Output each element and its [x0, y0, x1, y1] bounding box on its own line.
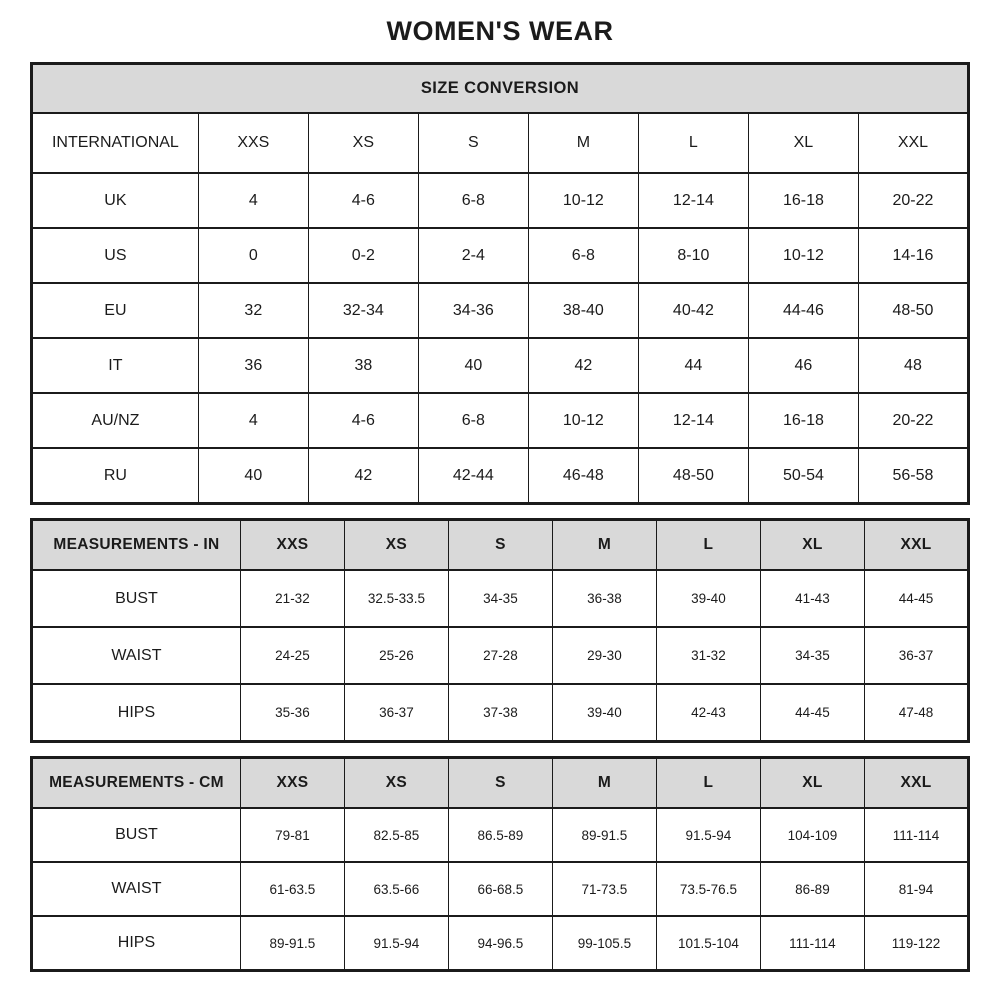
- size-value-cell: 40: [418, 338, 528, 393]
- measurement-value-cell: 39-40: [552, 684, 656, 742]
- measurement-value-cell: 119-122: [864, 916, 968, 971]
- column-header-size: L: [638, 113, 748, 173]
- measurement-value-cell: 34-35: [760, 627, 864, 684]
- measurement-value-cell: 21-32: [240, 570, 344, 627]
- size-value-cell: 12-14: [638, 173, 748, 228]
- size-value-cell: 38: [308, 338, 418, 393]
- size-value-cell: 38-40: [528, 283, 638, 338]
- measurement-value-cell: 39-40: [656, 570, 760, 627]
- size-value-cell: 44: [638, 338, 748, 393]
- measurement-value-cell: 111-114: [864, 808, 968, 862]
- size-value-cell: 10-12: [528, 173, 638, 228]
- column-header-size: XL: [760, 758, 864, 809]
- size-value-cell: 6-8: [528, 228, 638, 283]
- size-value-cell: 2-4: [418, 228, 528, 283]
- column-header-size: XS: [308, 113, 418, 173]
- size-value-cell: 0-2: [308, 228, 418, 283]
- size-value-cell: 4-6: [308, 173, 418, 228]
- size-value-cell: 20-22: [858, 393, 968, 448]
- measurement-value-cell: 34-35: [448, 570, 552, 627]
- size-value-cell: 36: [198, 338, 308, 393]
- measurement-value-cell: 32.5-33.5: [344, 570, 448, 627]
- measurement-value-cell: 91.5-94: [656, 808, 760, 862]
- size-value-cell: 42-44: [418, 448, 528, 504]
- measurement-value-cell: 99-105.5: [552, 916, 656, 971]
- measurement-value-cell: 36-38: [552, 570, 656, 627]
- measurement-value-cell: 61-63.5: [240, 862, 344, 916]
- column-header-size: XXS: [198, 113, 308, 173]
- measurement-value-cell: 111-114: [760, 916, 864, 971]
- size-value-cell: 40-42: [638, 283, 748, 338]
- size-value-cell: 42: [308, 448, 418, 504]
- size-value-cell: 6-8: [418, 393, 528, 448]
- column-header-size: XS: [344, 758, 448, 809]
- measurement-value-cell: 42-43: [656, 684, 760, 742]
- measurement-value-cell: 86-89: [760, 862, 864, 916]
- size-value-cell: 4: [198, 393, 308, 448]
- measurement-value-cell: 66-68.5: [448, 862, 552, 916]
- size-value-cell: 48-50: [858, 283, 968, 338]
- size-value-cell: 0: [198, 228, 308, 283]
- measurement-value-cell: 73.5-76.5: [656, 862, 760, 916]
- measurement-value-cell: 101.5-104: [656, 916, 760, 971]
- measurement-value-cell: 29-30: [552, 627, 656, 684]
- column-header-size: XXL: [864, 520, 968, 571]
- size-value-cell: 16-18: [748, 173, 858, 228]
- size-value-cell: 50-54: [748, 448, 858, 504]
- row-label: EU: [32, 283, 199, 338]
- column-header-size: S: [448, 520, 552, 571]
- size-value-cell: 48: [858, 338, 968, 393]
- measurement-value-cell: 25-26: [344, 627, 448, 684]
- column-header-size: S: [418, 113, 528, 173]
- column-header-size: L: [656, 758, 760, 809]
- size-value-cell: 32: [198, 283, 308, 338]
- measurement-value-cell: 24-25: [240, 627, 344, 684]
- measurements-header: MEASUREMENTS - IN: [32, 520, 241, 571]
- size-value-cell: 40: [198, 448, 308, 504]
- column-header-size: S: [448, 758, 552, 809]
- size-value-cell: 4: [198, 173, 308, 228]
- row-label: US: [32, 228, 199, 283]
- column-header-size: XS: [344, 520, 448, 571]
- measurement-value-cell: 36-37: [864, 627, 968, 684]
- row-label: UK: [32, 173, 199, 228]
- row-label: WAIST: [32, 627, 241, 684]
- size-value-cell: 56-58: [858, 448, 968, 504]
- column-header-size: XXS: [240, 758, 344, 809]
- row-label: AU/NZ: [32, 393, 199, 448]
- column-header-size: L: [656, 520, 760, 571]
- size-conversion-header: SIZE CONVERSION: [32, 64, 969, 114]
- page-title: WOMEN'S WEAR: [386, 16, 614, 46]
- size-value-cell: 6-8: [418, 173, 528, 228]
- measurement-value-cell: 89-91.5: [240, 916, 344, 971]
- measurement-value-cell: 37-38: [448, 684, 552, 742]
- size-value-cell: 10-12: [528, 393, 638, 448]
- size-value-cell: 34-36: [418, 283, 528, 338]
- column-header-size: XXL: [858, 113, 968, 173]
- measurements-in-table: [30, 518, 970, 743]
- row-label: HIPS: [32, 684, 241, 742]
- measurement-value-cell: 94-96.5: [448, 916, 552, 971]
- measurement-value-cell: 35-36: [240, 684, 344, 742]
- measurement-value-cell: 104-109: [760, 808, 864, 862]
- column-header-size: XXS: [240, 520, 344, 571]
- size-value-cell: 42: [528, 338, 638, 393]
- row-label: HIPS: [32, 916, 241, 971]
- size-value-cell: 46: [748, 338, 858, 393]
- measurement-value-cell: 47-48: [864, 684, 968, 742]
- size-conversion-table: [30, 62, 970, 505]
- column-header-size: M: [552, 758, 656, 809]
- measurement-value-cell: 31-32: [656, 627, 760, 684]
- measurement-value-cell: 86.5-89: [448, 808, 552, 862]
- measurement-value-cell: 89-91.5: [552, 808, 656, 862]
- size-value-cell: 12-14: [638, 393, 748, 448]
- measurement-value-cell: 41-43: [760, 570, 864, 627]
- size-value-cell: 14-16: [858, 228, 968, 283]
- measurement-value-cell: 71-73.5: [552, 862, 656, 916]
- column-header-size: M: [528, 113, 638, 173]
- measurement-value-cell: 91.5-94: [344, 916, 448, 971]
- row-label: IT: [32, 338, 199, 393]
- size-value-cell: 16-18: [748, 393, 858, 448]
- row-label: BUST: [32, 570, 241, 627]
- measurement-value-cell: 63.5-66: [344, 862, 448, 916]
- size-value-cell: 10-12: [748, 228, 858, 283]
- measurement-value-cell: 81-94: [864, 862, 968, 916]
- size-value-cell: 4-6: [308, 393, 418, 448]
- measurement-value-cell: 27-28: [448, 627, 552, 684]
- column-header-international: INTERNATIONAL: [32, 113, 199, 173]
- measurement-value-cell: 44-45: [760, 684, 864, 742]
- size-value-cell: 44-46: [748, 283, 858, 338]
- column-header-size: XL: [748, 113, 858, 173]
- size-value-cell: 46-48: [528, 448, 638, 504]
- measurements-cm-table: [30, 756, 970, 972]
- measurement-value-cell: 82.5-85: [344, 808, 448, 862]
- size-value-cell: 48-50: [638, 448, 748, 504]
- size-value-cell: 20-22: [858, 173, 968, 228]
- measurements-header: MEASUREMENTS - CM: [32, 758, 241, 809]
- size-value-cell: 32-34: [308, 283, 418, 338]
- measurement-value-cell: 36-37: [344, 684, 448, 742]
- measurement-value-cell: 79-81: [240, 808, 344, 862]
- column-header-size: XXL: [864, 758, 968, 809]
- measurement-value-cell: 44-45: [864, 570, 968, 627]
- row-label: RU: [32, 448, 199, 504]
- row-label: WAIST: [32, 862, 241, 916]
- size-value-cell: 8-10: [638, 228, 748, 283]
- row-label: BUST: [32, 808, 241, 862]
- column-header-size: M: [552, 520, 656, 571]
- column-header-size: XL: [760, 520, 864, 571]
